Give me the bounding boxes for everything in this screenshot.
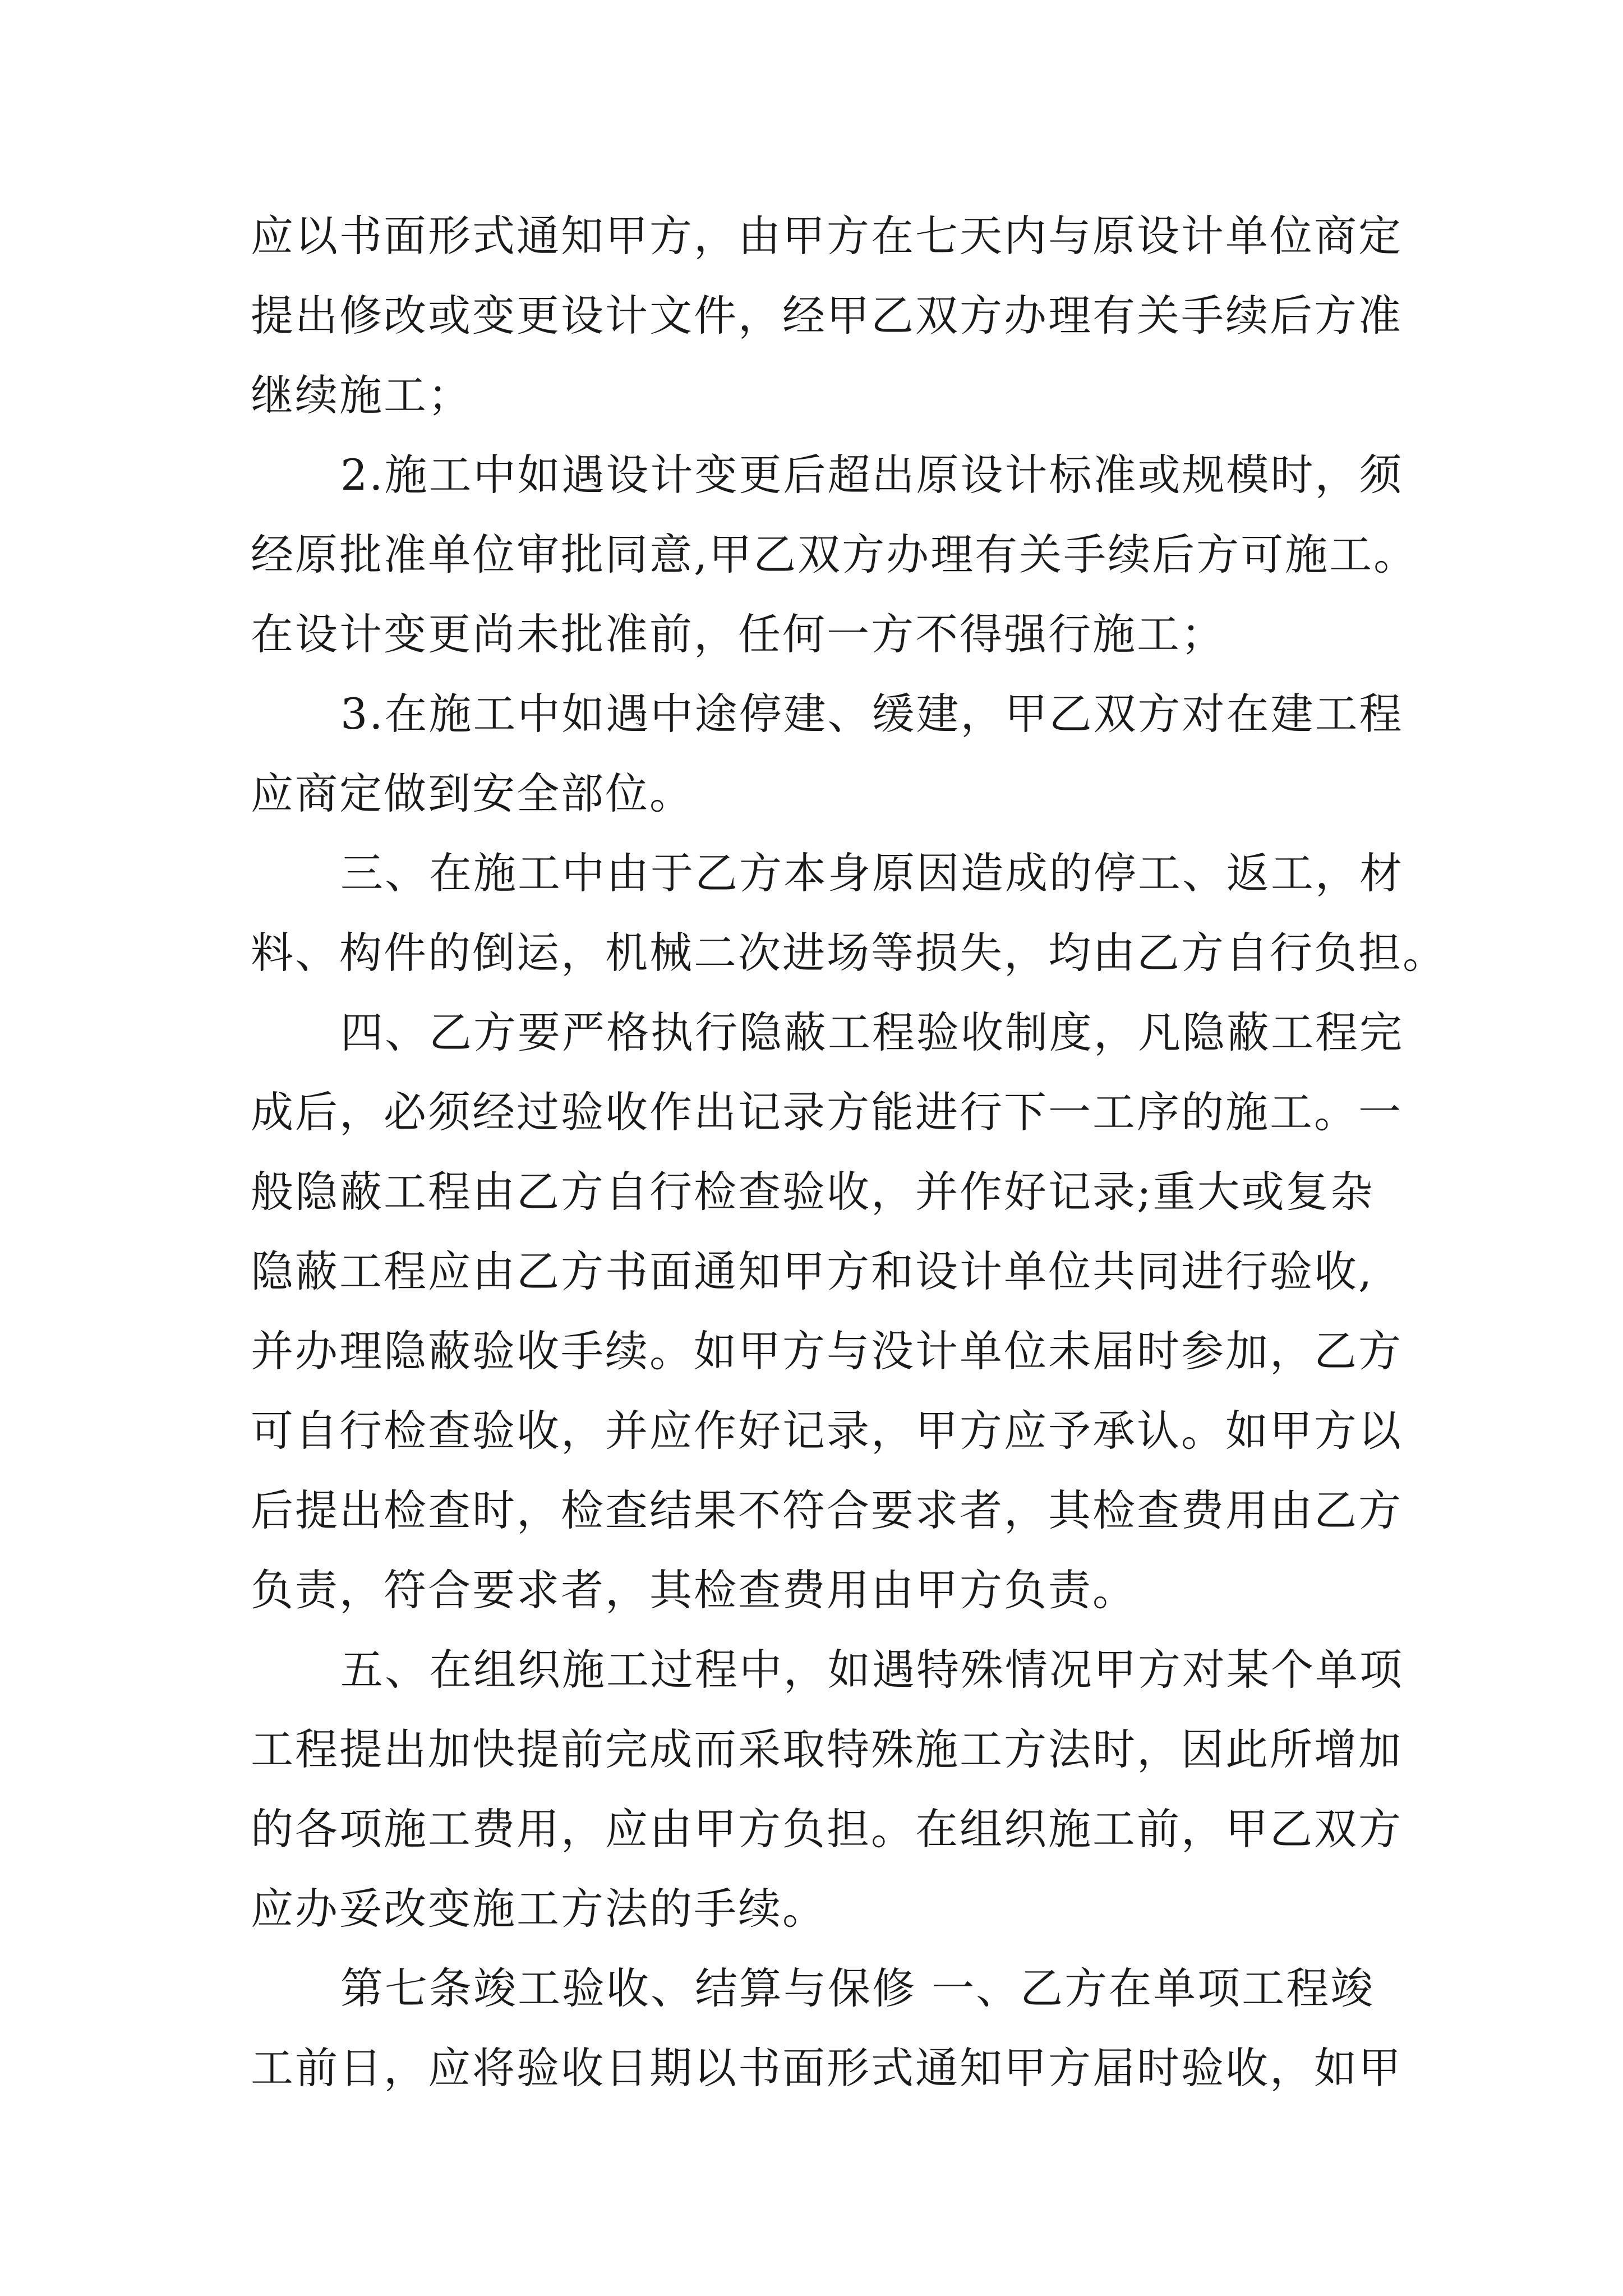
text-line: 般隐蔽工程由乙方自行检查验收，并作好记录;重大或复杂 (251, 1167, 1375, 1217)
text-line: 可自行检查验收，并应作好记录，甲方应予承认。如甲方以 (251, 1406, 1403, 1456)
text-line: 成后，必须经过验收作出记录方能进行下一工序的施工。一 (251, 1087, 1403, 1137)
paragraph-continued-notice (251, 196, 1406, 435)
text-line: 经原批准单位审批同意,甲乙双方办理有关手续后方可施工。 (251, 530, 1418, 579)
paragraph-section-3 (251, 834, 1447, 993)
text-line: 第七条竣工验收、结算与保修 一、乙方在单项工程竣 (340, 1963, 1375, 2013)
text-line: 应办妥改变施工方法的手续。 (251, 1884, 827, 1934)
text-line: 提出修改或变更设计文件，经甲乙双方办理有关手续后方准 (251, 291, 1403, 341)
paragraph-item-3 (251, 674, 1406, 834)
text-line: 继续施工； (251, 370, 472, 420)
text-line: 隐蔽工程应由乙方书面通知甲方和设计单位共同进行验收, (251, 1246, 1374, 1296)
paragraph-section-5 (251, 1630, 1406, 1949)
text-line: 2.施工中如遇设计变更后超出原设计标准或规模时，须 (340, 450, 1404, 500)
text-line: 在设计变更尚未批准前，任何一方不得强行施工； (251, 609, 1225, 659)
text-line: 五、在组织施工过程中，如遇特殊情况甲方对某个单项 (340, 1645, 1404, 1695)
text-line: 四、乙方要严格执行隐蔽工程验收制度，凡隐蔽工程完 (340, 1007, 1404, 1057)
text-line: 3.在施工中如遇中途停建、缓建，甲乙双方对在建工程 (340, 689, 1404, 739)
text-line: 并办理隐蔽验收手续。如甲方与没计单位未届时参加，乙方 (251, 1326, 1403, 1376)
text-line: 后提出检查时，检查结果不符合要求者，其检查费用由乙方 (251, 1485, 1403, 1535)
text-line: 工前日，应将验收日期以书面形式通知甲方届时验收，如甲 (251, 2043, 1403, 2093)
text-line: 料、构件的倒运，机械二次进场等损失，均由乙方自行负担。 (251, 928, 1447, 978)
paragraph-article-7 (251, 1949, 1406, 2108)
text-line: 的各项施工费用，应由甲方负担。在组织施工前，甲乙双方 (251, 1804, 1403, 1854)
text-line: 应以书面形式通知甲方，由甲方在七天内与原设计单位商定 (251, 211, 1403, 261)
text-line: 应商定做到安全部位。 (251, 769, 694, 818)
paragraph-section-4 (251, 993, 1406, 1630)
text-line: 三、在施工中由于乙方本身原因造成的停工、返工，材 (340, 848, 1404, 898)
text-line: 负责，符合要求者，其检查费用由甲方负责。 (251, 1565, 1137, 1615)
document-body (251, 196, 1447, 2108)
paragraph-item-2 (251, 435, 1418, 674)
text-line: 工程提出加快提前完成而采取特殊施工方法时，因此所增加 (251, 1724, 1403, 1774)
